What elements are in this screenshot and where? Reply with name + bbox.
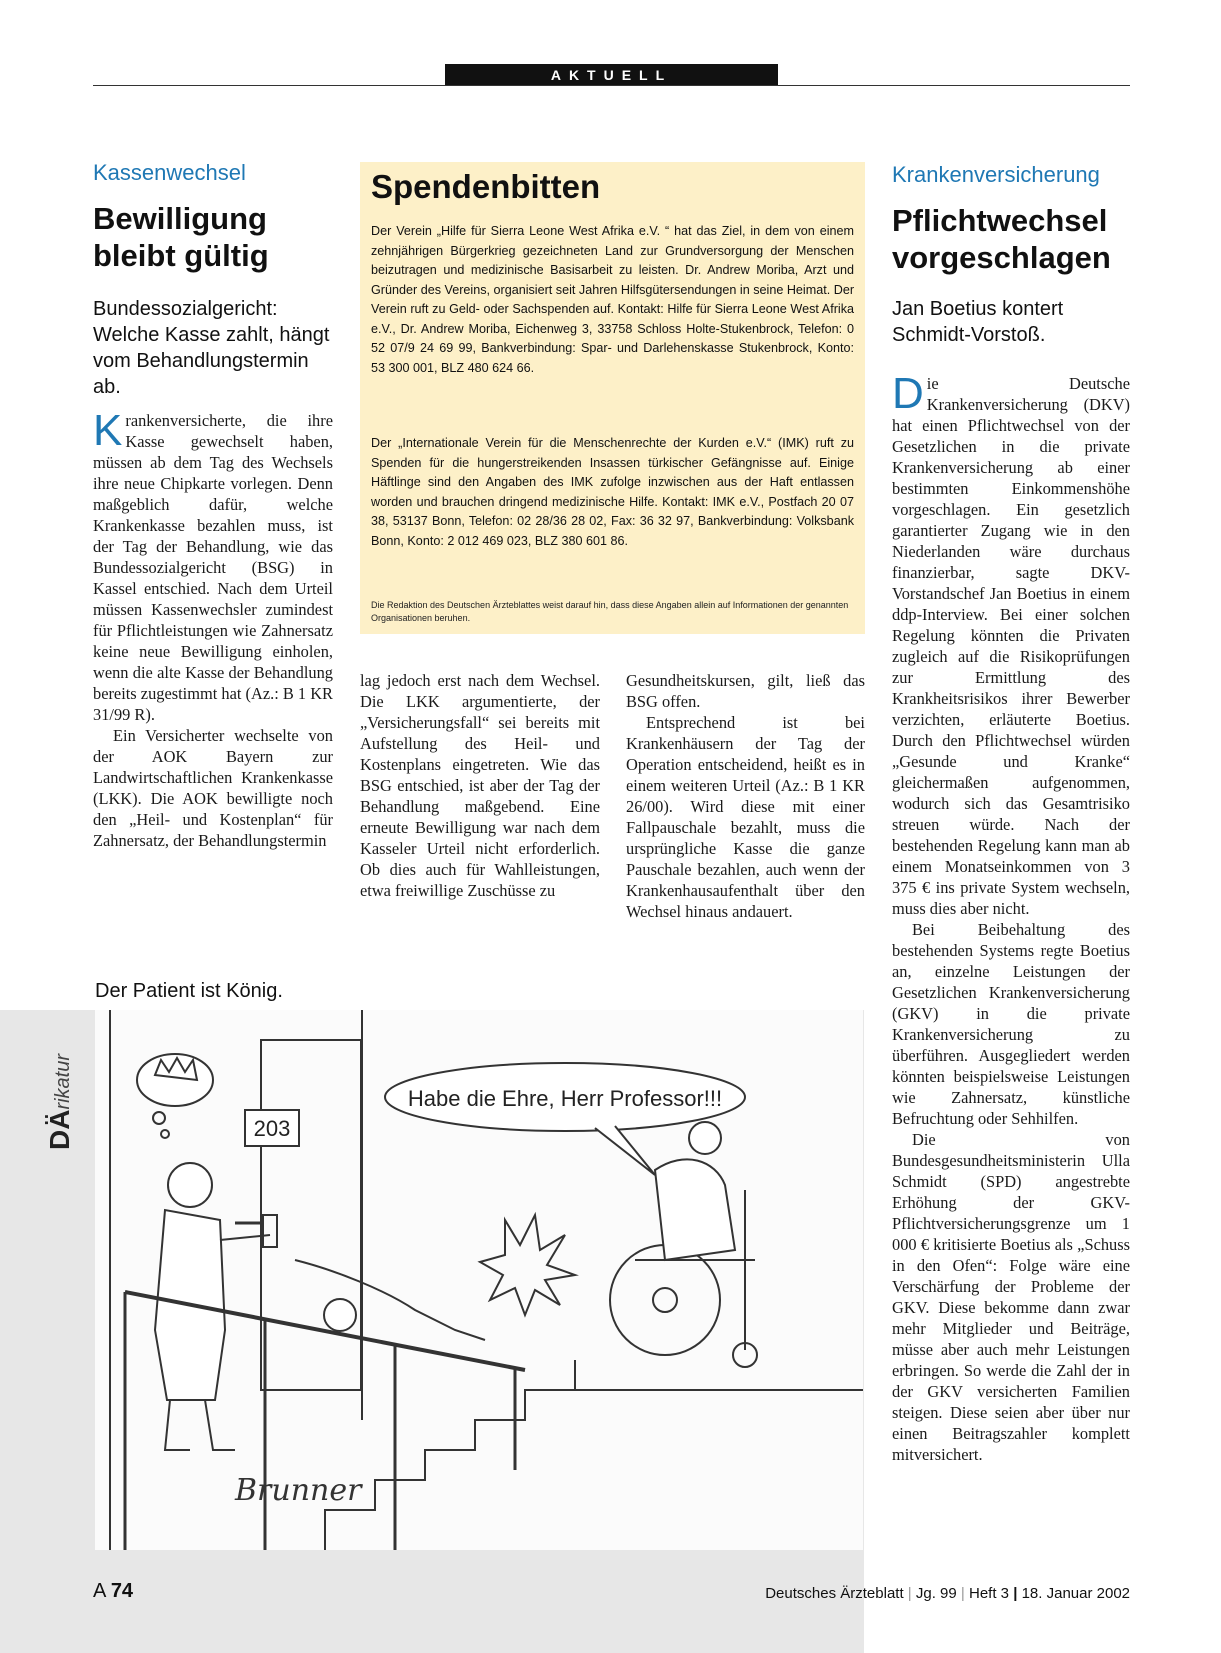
left-article-col3 (626, 670, 865, 922)
right-paragraph-1-text: ie Deutsche Krankenversicherung (DKV) hat einen Pflichtwechsel von der Gesetzlichen in die private Krankenversicherung ab einer bestimmten Einkommenshöhe vorgeschlagen. Ein gesetzlich garantierter Zugang wie in den Niederlanden wäre durchaus finanzierbar, sagte DKV-Vorstandschef Jan Boetius in einem ddp-Interview. Bei einer solchen Regelung könnten die Privaten zugleich auf die Risikoprüfungen zur Ermittlung des Krankheitsrisikos ihrer Bewerber verzichten, erläuterte Boetius. Durch den Pflichtwechsel würden „Gesunde und Kranke“ gleichermaßen aufgenommen, wodurch sich das Gesamtrisiko streuen würde. Nach der bestehenden Regelung kann man ab einem Monatseinkommen von 3 375 € ins private System wechseln, muss dies aber nicht. (892, 374, 1130, 918)
daerikatur-label-b: rikatur (52, 1053, 74, 1110)
door-number: 203 (253, 1116, 291, 1141)
cartoon-signature: Brunner (235, 1473, 362, 1508)
page-prefix: A (93, 1580, 106, 1602)
col2-text: lag jedoch erst nach dem Wechsel. Die LKK argumentierte, der „Versicherungsfall“ sei bereits mit Aufstellung des Heil- und Kostenplans eingetreten. Wie das BSG entschied, ist aber der Tag der Behandlung maßgebend. Eine erneute Bewilligung war nach dem Kasseler Urteil nicht erforderlich. Ob dies auch für Wahlleistungen, etwa freiwillige Zuschüsse zu (360, 671, 600, 900)
right-paragraph-1 (892, 369, 1130, 919)
page-number-block (93, 1580, 133, 1603)
left-article-col1 (93, 406, 333, 851)
journal-info: Deutsches Ärzteblatt | Jg. 99 | Heft 3 | 18. Januar 2002 (765, 1585, 1130, 1602)
infobox-paragraph-2: Der „Internationale Verein für die Menschenrechte der Kurden e.V.“ (IMK) ruft zu Spenden für die hungerstreikenden Insassen türkischer Gefängnisse auf. Einige Häftlinge sind den Angaben des IMK zufolge inzwischen aus der Haft entlassen worden und brauchen dringend medizinische Hilfe. Kontakt: IMK e.V., Postfach 20 07 38, 53137 Bonn, Telefon: 02 28/36 28 02, Fax: 36 32 97, Bankverbindung: Volksbank Bonn, Konto: 2 012 469 023, BLZ 380 601 86. (371, 436, 854, 548)
cartoon-drawing (95, 1010, 863, 1550)
right-headline-line1: Pflichtwechsel (892, 203, 1108, 238)
cartoon (95, 1010, 863, 1550)
journal-volume: Jg. 99 (915, 1585, 957, 1602)
left-kicker: Kassenwechsel (93, 160, 246, 185)
right-kicker: Krankenversicherung (892, 162, 1100, 187)
header-rule (93, 85, 1130, 86)
section-label: AKTUELL (445, 64, 778, 86)
left-paragraph-1 (93, 406, 333, 725)
left-dropcap: K (93, 406, 123, 455)
right-deck: Jan Boetius kontert Schmidt-Vorstoß. (892, 298, 1064, 346)
speech-bubble-text: Habe die Ehre, Herr Professor!!! (407, 1086, 723, 1111)
infobox-paragraph-1: Der Verein „Hilfe für Sierra Leone West Afrika e.V. “ hat das Ziel, in dem von einem zehnjährigen Bürgerkrieg gezeichneten Land zur Grundversorgung der Menschen beizutragen und medizinische Basisarbeit zu leisten. Dr. Andrew Moriba, Arzt und Gründer des Vereins, organisiert seit Jahren Hilfsgütersendungen in seine Heimat. Der Verein ruft zu Geld- oder Sachspenden auf. Kontakt: Hilfe für Sierra Leone West Afrika e.V., Dr. Andrew Moriba, Eichenweg 3, 33758 Schloss Holte-Stukenbrock, Telefon: 0 52 07/9 24 69 99, Bankverbindung: Spar- und Darlehenskasse Stukenbrock, Konto: 53 300 001, BLZ 480 624 66. (371, 224, 855, 375)
left-deck: Bundessozialgericht: Welche Kasse zahlt, hängt vom Behandlungstermin ab. (93, 298, 330, 398)
left-article-col2 (360, 670, 600, 901)
col3-paragraph-1: Gesundheitskursen, gilt, ließ das BSG offen. (626, 671, 865, 711)
journal-date: 18. Januar 2002 (1021, 1585, 1130, 1602)
infobox-note: Die Redaktion des Deutschen Ärzteblattes weist darauf hin, dass diese Angaben allein auf Informationen der genannten Organisationen beruhen. (371, 600, 849, 623)
page-number: 74 (110, 1580, 134, 1602)
left-headline-line1: Bewilligung (93, 201, 267, 236)
right-paragraph-3: Die von Bundesgesundheitsministerin Ulla Schmidt (SPD) angestrebte Erhöhung der GKV-Pflichtversicherungsgrenze um 1 000 € kritisierte Boetius als „Schuss in den Ofen“: Folge wäre eine Verschärfung der Probleme der GKV. Diese bekomme dann zwar mehr Mitglieder und Beiträge, müsse aber auch mehr Leistungen erbringen. So werde die Zahl der in der GKV versicherten Familien steigen. Diese seien aber über nur einen Beitragszahler komplett mitversichert. (892, 1130, 1130, 1464)
cartoon-caption: Der Patient ist König. (95, 980, 283, 1002)
journal-name: Deutsches Ärzteblatt (765, 1585, 904, 1602)
infobox-title: Spendenbitten (371, 168, 601, 205)
left-headline-line2: bleibt gültig (93, 238, 269, 273)
left-headline (93, 200, 269, 274)
right-article-body (892, 369, 1130, 1465)
journal-issue: Heft 3 (969, 1585, 1010, 1602)
daerikatur-label-a: DÄ (44, 1109, 75, 1150)
left-paragraph-2: Ein Versicherter wechselte von der AOK Bayern zur Landwirtschaftlichen Krankenkasse (LKK). Die AOK bewilligte noch den „Heil- und Kostenplan“ für Zahnersatz, der Behandlungstermin (93, 726, 333, 850)
right-headline-line2: vorgeschlagen (892, 240, 1111, 275)
daerikatur-label (44, 1030, 94, 1150)
col3-paragraph-2: Entsprechend ist bei Krankenhäusern der Tag der Operation entscheidend, heißt es in einem weiteren Urteil (Az.: B 1 KR 26/00). Wird diese mit einer Fallpauschale bezahlt, muss die ursprüngliche Kasse die ganze Pauschale bezahlen, auch wenn der Krankenhausaufenthalt über den Wechsel hinaus andauert. (626, 713, 865, 921)
right-dropcap: D (892, 369, 924, 418)
right-headline (892, 202, 1111, 276)
right-paragraph-2: Bei Beibehaltung des bestehenden Systems regte Boetius an, einzelne Leistungen der Gesetzlichen Krankenversicherung (GKV) in die private Krankenversicherung zu überführen. Ausgegliedert werden könnten beispielsweise Leistungen wie Zahnersatz, künstliche Befruchtung oder Sehhilfen. (892, 920, 1130, 1128)
left-paragraph-1-text: rankenversicherte, die ihre Kasse gewechselt haben, müssen ab dem Tag des Wechsels ihre neue Chipkarte vorlegen. Denn maßgeblich dafür, welche Krankenkasse bezahlen muss, ist der Tag der Behandlung, wie das Bundessozialgericht (BSG) in Kassel entschied. Nach dem Urteil müssen Kassenwechsler zumindest für Pflichtleistungen wie Zahnersatz keine neue Bewilligung einholen, wenn die alte Kasse der Behandlung bereits zugestimmt hat (Az.: B 1 KR 31/99 R). (93, 411, 333, 724)
